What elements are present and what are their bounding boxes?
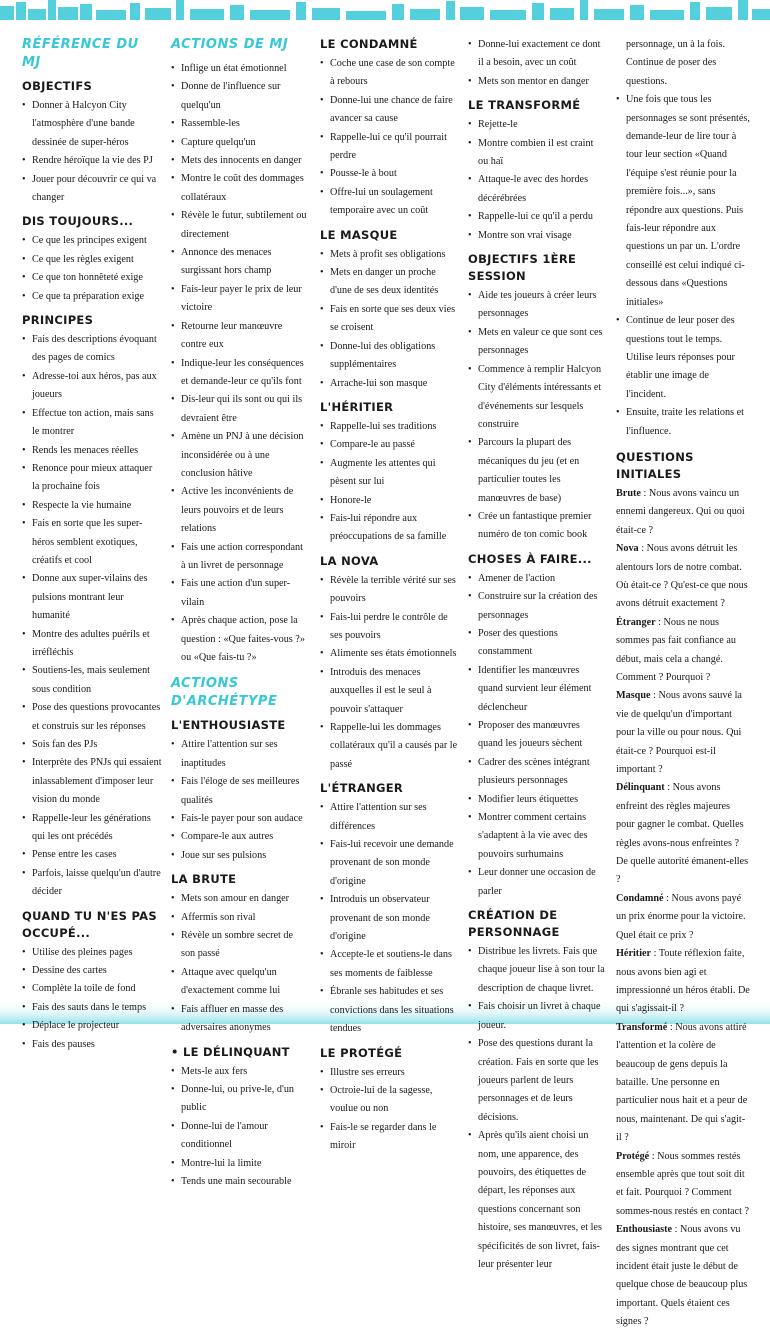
list-gm-moves [171, 60, 309, 667]
list-item: • Ce que les règles exigent [22, 251, 162, 269]
list-item: • Montre son vrai visage [468, 227, 606, 245]
list-item: • Compare-le aux autres [171, 828, 309, 846]
list-outsider [320, 799, 458, 1038]
list-item: • Fais-lui répondre aux préoccupations de sa famille [320, 510, 458, 547]
list-item: • Donne-lui exactement ce dont il a besoin, avec un coût [468, 36, 606, 73]
archetype-name: Brute [616, 487, 641, 499]
list-item: • Interprète des PNJs qui essaient inlassablement d'imposer leur vision du monde [22, 754, 162, 809]
list-item: • Honore-le [320, 492, 458, 510]
list-item: • Fais-lui recevoir une demande provenant de son monde d'origine [320, 836, 458, 891]
initial-question [616, 779, 750, 889]
heading-objectives: OBJECTIFS [22, 79, 93, 93]
heading-initial-questions: QUESTIONS INITIALES [616, 449, 694, 481]
list-item: • Cadrer des scènes intégrant plusieurs personnages [468, 754, 606, 791]
archetype-name: Héritier [616, 948, 652, 960]
list-item: • Rappelle-lui ce qu'il pourrait perdre [320, 129, 458, 166]
heading-things-to-do: CHOSES À FAIRE... [468, 551, 592, 566]
list-item: • Tends une main secourable [171, 1173, 309, 1191]
list-item: • Continue de leur poser des questions tout le temps. Utilise leurs réponses pour établir une image de l'incident. [616, 312, 750, 404]
list-item: • Fais des descriptions évoquant des pages de comics [22, 331, 162, 368]
list-item: • Complète la toile de fond [22, 980, 162, 998]
list-item: • Donne-lui une chance de faire avancer sa cause [320, 92, 458, 129]
archetype-name: Transformé [616, 1021, 668, 1033]
list-item: • Mets son mentor en danger [468, 73, 606, 91]
list-item: • Pose des questions durant la création. Fais en sorte que les joueurs parlent de leurs personnages et de leurs décisions. [468, 1035, 606, 1127]
list-item: • Identifier les manœuvres quand survient leur élément déclencheur [468, 662, 606, 717]
list-item: • Soutiens-les, mais seulement sous condition [22, 662, 162, 699]
list-item: • Introduis un observateur provenant de son monde d'origine [320, 891, 458, 946]
column-gm-reference [22, 36, 162, 1054]
column-initial-questions [616, 36, 750, 1332]
list-item: • Fais en sorte que ses deux vies se croisent [320, 301, 458, 338]
question-text: : Toute réflexion faite, nous avons bien agi et impressionné un héros établi. De qui s'agissait-il ? [616, 948, 750, 1015]
list-item: • Rappelle-lui ce qu'il a perdu [468, 208, 606, 226]
list-principles [22, 331, 162, 902]
list-item: • Affermis son rival [171, 909, 309, 927]
list-item: • Fais affluer en masse des adversaires anonymes [171, 1001, 309, 1038]
list-item: • Dessine des cartes [22, 962, 162, 980]
list-item: • Offre-lui un soulagement temporaire avec un coût [320, 184, 458, 221]
list-item: • Donne-lui des obligations supplémentaires [320, 338, 458, 375]
list-item: • Retourne leur manœuvre contre eux [171, 318, 309, 355]
list-item: • Indique-leur les conséquences et demande-leur ce qu'ils font [171, 355, 309, 392]
heading-doomed: LE CONDAMNÉ [320, 37, 418, 51]
list-item: • Montrer comment certains s'adaptent à la vie avec des pouvoirs surhumains [468, 809, 606, 864]
question-text: : Nous avons attiré l'attention et la colère de beaucoup de gens depuis la bataille. Une personne en particulier nous hait et a peur de nous, maintenant. De qui s'agit-il ? [616, 1021, 748, 1144]
list-item: • Révèle la terrible vérité sur ses pouvoirs [320, 572, 458, 609]
initial-question [616, 687, 750, 779]
initial-question [616, 1148, 750, 1222]
list-delinquent [171, 1063, 309, 1192]
question-text: : Nous avons vu des signes montrant que cet incident était juste le début de quelque chose de beaucoup plus important. Quels étaient ces signes ? [616, 1224, 748, 1328]
list-nova [320, 572, 458, 774]
list-item: • Parcours la plupart des mécaniques du jeu (et en particulier toutes les manœuvres de base) [468, 434, 606, 508]
list-item: • Respecte la vie humaine [22, 497, 162, 515]
list-item: • Ce que ta préparation exige [22, 288, 162, 306]
list-item: • Fais l'éloge de ses meilleures qualités [171, 773, 309, 810]
list-protege [320, 1064, 458, 1156]
list-item: • Amène un PNJ à une décision inconsidérée ou à une conclusion hâtive [171, 428, 309, 483]
list-protege-continued [468, 36, 606, 91]
list-when-idle [22, 944, 162, 1054]
section-title-gm-moves: ACTIONS DE MJ [171, 37, 289, 52]
list-item: • Mets en valeur ce que sont ces personnages [468, 324, 606, 361]
list-item: • Jouer pour découvrir ce qui va changer [22, 171, 162, 208]
list-item: • Fais-lui perdre le contrôle de ses pouvoirs [320, 609, 458, 646]
heading-first-session-goals: OBJECTIFS 1ÈRE SESSION [468, 252, 577, 284]
list-item: • Compare-le au passé [320, 436, 458, 454]
list-item: • Ce que ton honnêteté exige [22, 269, 162, 287]
list-item: • Leur donner une occasion de parler [468, 864, 606, 901]
list-item: • Attaque avec quelqu'un d'exactement comme lui [171, 964, 309, 1001]
list-item: • Poser des questions constamment [468, 625, 606, 662]
list-item: • Après chaque action, pose la question : «Que faites-vous ?» ou «Que fais-tu ?» [171, 612, 309, 667]
list-item: • Octroie-lui de la sagesse, voulue ou non [320, 1082, 458, 1119]
initial-question [616, 945, 750, 1019]
list-item: • Amener de l'action [468, 570, 606, 588]
list-item: • Dis-leur qui ils sont ou qui ils devraient être [171, 391, 309, 428]
heading-delinquent: • LE DÉLINQUANT [171, 1044, 290, 1059]
archetype-name: Nova [616, 543, 639, 555]
list-item: • Mets à profit ses obligations [320, 246, 458, 264]
list-always-say [22, 232, 162, 306]
list-item: • Modifier leurs étiquettes [468, 791, 606, 809]
list-item: • Rappelle-leur les générations qui les ont précédés [22, 810, 162, 847]
heading-legacy: L'HÉRITIER [320, 399, 394, 414]
list-item: • Montre des adultes puérils et irréfléchis [22, 626, 162, 663]
list-item: • Mets des innocents en danger [171, 152, 309, 170]
list-item: • Rappelle-lui les dommages collatéraux qu'il a causés par le passé [320, 719, 458, 774]
initial-question [616, 485, 750, 540]
list-item: • Donne de l'influence sur quelqu'un [171, 78, 309, 115]
list-item: • Rappelle-lui ses traditions [320, 418, 458, 436]
list-item: • Illustre ses erreurs [320, 1064, 458, 1082]
list-item: • Fais en sorte que les super-héros semblent exotiques, créatifs et cool [22, 515, 162, 570]
list-item: • Aide tes joueurs à créer leurs personnages [468, 287, 606, 324]
list-creation-continued [616, 36, 750, 441]
list-item: • Alimente ses états émotionnels [320, 645, 458, 663]
list-item: • Pense entre les cases [22, 846, 162, 864]
list-legacy [320, 418, 458, 547]
list-item: • Révèle le futur, subtilement ou directement [171, 207, 309, 244]
column-gm-moves [171, 36, 309, 1191]
archetype-name: Protégé [616, 1150, 650, 1162]
list-item: • Fais une action correspondant à un livret de personnage [171, 539, 309, 576]
initial-question [616, 1221, 750, 1331]
heading-transformed: LE TRANSFORMÉ [468, 98, 581, 113]
list-item: • Augmente les attentes qui pèsent sur lui [320, 455, 458, 492]
list-item: • Fais des pauses [22, 1036, 162, 1054]
list-doomed [320, 55, 458, 221]
list-item: • Mets en danger un proche d'une de ses deux identités [320, 264, 458, 301]
question-text: : Nous avons vaincu un ennemi dangereux. Qui ou quoi était-ce ? [616, 487, 745, 536]
question-text: : Nous avons sauvé la vie de quelqu'un d'important pour la ville ou pour nous. Qui était-ce ? Pourquoi est-il important ? [616, 690, 742, 776]
archetype-name: Masque [616, 690, 651, 702]
heading-brute: LA BRUTE [171, 872, 237, 887]
archetype-name: Enthousiaste [616, 1224, 673, 1236]
list-item: • Ensuite, traite les relations et l'influence. [616, 404, 750, 441]
question-text: : Nous sommes restés ensemble après que tout soit dit et fait. Pourquoi ? Comment sommes-nous restés en contact ? [616, 1150, 749, 1217]
list-item: • Construire sur la création des personnages [468, 588, 606, 625]
heading-janus: LE MASQUE [320, 227, 398, 242]
heading-enthusiast: L'ENTHOUSIASTE [171, 718, 286, 733]
skyline-decoration [0, 0, 770, 20]
initial-question [616, 614, 750, 688]
archetype-name: Délinquant [616, 782, 665, 794]
list-janus [320, 246, 458, 393]
list-item: • Sois fan des PJs [22, 736, 162, 754]
list-item: • Donne-lui, ou prive-le, d'un public [171, 1081, 309, 1118]
initial-question [616, 1019, 750, 1148]
heading-when-idle: QUAND TU N'ES PAS OCCUPÉ... [22, 908, 157, 940]
list-item: • Commence à remplir Halcyon City d'éléments intéressants et d'événements sur lesquels construire [468, 361, 606, 435]
list-item: • Pose des questions provocantes et construis sur les réponses [22, 699, 162, 736]
list-first-session-goals [468, 287, 606, 545]
list-item: • Fais-leur payer le prix de leur victoire [171, 281, 309, 318]
list-item: • Arrache-lui son masque [320, 375, 458, 393]
heading-character-creation: CRÉATION DE PERSONNAGE [468, 908, 560, 940]
column-session [468, 36, 606, 1274]
list-item: • Inflige un état émotionnel [171, 60, 309, 78]
list-objectives [22, 97, 162, 207]
list-item: • Crée un fantastique premier numéro de ton comic book [468, 508, 606, 545]
list-item: • Déplace le projecteur [22, 1017, 162, 1035]
list-character-creation [468, 943, 606, 1274]
list-item: • Donner à Halcyon City l'atmosphère d'une bande dessinée de super-héros [22, 97, 162, 152]
archetype-name: Étranger [616, 616, 656, 628]
list-item: • Active les inconvénients de leurs pouvoirs et de leurs relations [171, 483, 309, 538]
initial-question [616, 890, 750, 945]
list-item: • Attire l'attention sur ses inaptitudes [171, 736, 309, 773]
list-things-to-do [468, 570, 606, 901]
list-item: • Parfois, laisse quelqu'un d'autre décider [22, 865, 162, 902]
question-text: : Nous avons payé un prix énorme pour la victoire. Quel était ce prix ? [616, 892, 746, 941]
list-brute [171, 890, 309, 1037]
list-item: • Fais des sauts dans le temps [22, 999, 162, 1017]
list-item: • Montre combien il est craint ou haï [468, 135, 606, 172]
list-item: • Distribue les livrets. Fais que chaque joueur lise à son tour la description de chaque livret. [468, 943, 606, 998]
initial-question [616, 540, 750, 614]
list-item: • Donne-lui de l'amour conditionnel [171, 1118, 309, 1155]
archetype-name: Condamné [616, 892, 664, 904]
list-item: • Révèle un sombre secret de son passé [171, 927, 309, 964]
list-item: • Montre-lui la limite [171, 1155, 309, 1173]
initial-questions-block [616, 485, 750, 1332]
list-item: • Attire l'attention sur ses différences [320, 799, 458, 836]
question-text: : Nous avons enfreint des règles majeures pour gagner le combat. Quelles règles avons-nous enfreintes ? De quelle autorité émanent-elles ? [616, 782, 749, 886]
list-item: • Fais-le payer pour son audace [171, 810, 309, 828]
list-item: • Attaque-le avec des hordes décérébrées [468, 171, 606, 208]
list-item: • Coche une case de son compte à rebours [320, 55, 458, 92]
list-item: • Accepte-le et soutiens-le dans ses moments de faiblesse [320, 946, 458, 983]
list-item: • Adresse-toi aux héros, pas aux joueurs [22, 368, 162, 405]
list-item: • Fais une action d'un super-vilain [171, 575, 309, 612]
list-item: • Une fois que tous les personnages se sont présentés, demande-leur de lire tour à tour leur section «Quand l'équipe s'est réunie pour la première fois...», sans répondre aux questions. Puis fais-leur répondre aux questions un par un. L'ordre conseillé est celui indiqué ci-dessous dans «Questions initiales» [616, 91, 750, 312]
question-text: : Nous avons détruit les alentours lors de notre combat. Où était-ce ? Qu'est-ce que nous avons détruit exactement ? [616, 543, 748, 610]
list-item: • Joue sur ses pulsions [171, 847, 309, 865]
list-item: • Rendre héroïque la vie des PJ [22, 152, 162, 170]
heading-protege: LE PROTÉGÉ [320, 1045, 403, 1060]
list-item: • Pousse-le à bout [320, 165, 458, 183]
list-item: • Utilise des pleines pages [22, 944, 162, 962]
list-item: • Donne aux super-vilains des pulsions montrant leur humanité [22, 570, 162, 625]
list-item: • Mets son amour en danger [171, 890, 309, 908]
list-item: • Renonce pour mieux attaquer la prochaine fois [22, 460, 162, 497]
question-text: : Nous ne nous sommes pas fait confiance au début, mais cela a changé. Comment ? Pourquoi ? [616, 616, 736, 683]
list-enthusiast [171, 736, 309, 865]
column-archetypes [320, 36, 458, 1156]
section-title-archetype-moves: ACTIONS D'ARCHÉTYPE [171, 676, 278, 710]
heading-outsider: L'ÉTRANGER [320, 781, 404, 796]
list-item: • Mets-le aux fers [171, 1063, 309, 1081]
heading-always-say: DIS TOUJOURS... [22, 214, 134, 229]
list-item: • Ce que les principes exigent [22, 232, 162, 250]
list-item: personnage, un à la fois. Continue de poser des questions. [626, 39, 726, 87]
list-item: • Effectue ton action, mais sans le montrer [22, 405, 162, 442]
list-item: • Fais choisir un livret à chaque joueur. [468, 998, 606, 1035]
heading-principles: PRINCIPES [22, 313, 94, 328]
list-item: • Capture quelqu'un [171, 134, 309, 152]
list-item: • Fais-le se regarder dans le miroir [320, 1119, 458, 1156]
list-item: • Proposer des manœuvres quand les joueurs sèchent [468, 717, 606, 754]
list-item: • Ébranle ses habitudes et ses convictions dans les situations tendues [320, 983, 458, 1038]
list-transformed [468, 116, 606, 245]
list-item: • Montre le coût des dommages collatéraux [171, 170, 309, 207]
list-item: • Annonce des menaces surgissant hors champ [171, 244, 309, 281]
list-item: • Introduis des menaces auxquelles il est le seul à pouvoir s'attaquer [320, 664, 458, 719]
section-title-gm-reference: RÉFÉRENCE DU MJ [22, 37, 139, 70]
list-item: • Rassemble-les [171, 115, 309, 133]
list-item: • Après qu'ils aient choisi un nom, une apparence, des pouvoirs, des étiquettes de départ, les réponses aux questions concernant son histoire, ses manœuvres, et les spécificités de son livret, fais-leur présenter leur [468, 1127, 606, 1274]
list-item: • Rends les menaces réelles [22, 442, 162, 460]
list-item: • Rejette-le [468, 116, 606, 134]
heading-nova: LA NOVA [320, 553, 379, 568]
